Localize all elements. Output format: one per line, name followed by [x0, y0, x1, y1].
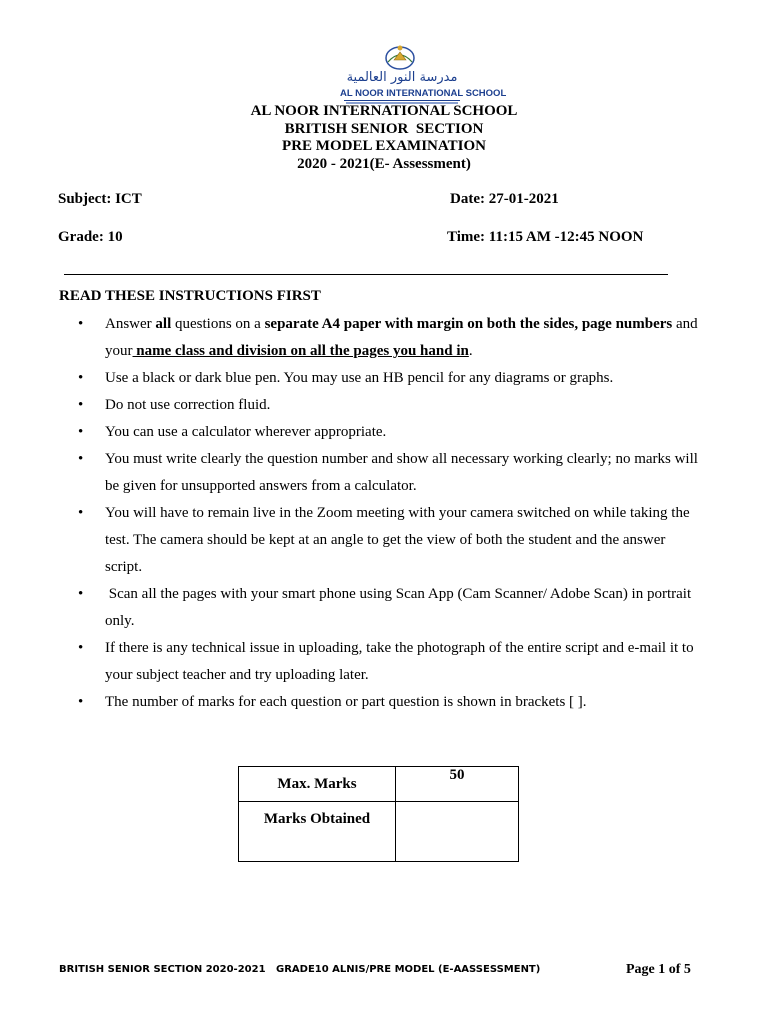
bullet-icon: •: [78, 586, 84, 602]
page-number: Page 1 of 5: [626, 962, 691, 977]
bullet-icon: •: [78, 397, 84, 413]
list-item: [59, 311, 704, 365]
logo-school-name: AL NOOR INTERNATIONAL SCHOOL: [340, 88, 507, 99]
header-divider: [64, 274, 668, 275]
instruction-emphasis: all: [155, 316, 172, 332]
instruction-emphasis: separate A4 paper with margin on both the sides, page numbers: [264, 316, 673, 332]
bullet-icon: •: [78, 370, 84, 386]
instruction-text: You must write clearly the question number and show all necessary working clearly; no marks will be given for unsupported answers from a calculator.: [105, 451, 698, 494]
grade: Grade: 10: [58, 229, 123, 245]
bullet-icon: •: [78, 505, 84, 521]
marks-table: [238, 766, 519, 862]
instruction-text: and your: [105, 316, 698, 359]
list-item: [59, 392, 704, 419]
list-item: [59, 419, 704, 446]
marks-obtained-label: Marks Obtained: [239, 802, 396, 862]
logo-rule: [344, 100, 460, 101]
school-crest-icon: [380, 42, 420, 72]
instruction-text: If there is any technical issue in uploading, take the photograph of the entire script and e-mail it to your subject teacher and try uploading later.: [105, 640, 694, 683]
instruction-text: Scan all the pages with your smart phone using Scan App (Cam Scanner/ Adobe Scan) in portrait only.: [105, 586, 695, 629]
list-item: [59, 689, 704, 716]
instruction-text: Use a black or dark blue pen. You may use an HB pencil for any diagrams or graphs.: [105, 370, 614, 386]
instruction-text: .: [468, 343, 473, 359]
max-marks-label: Max. Marks: [239, 767, 396, 802]
list-item: [59, 365, 704, 392]
instructions-list: [59, 311, 704, 716]
bullet-icon: •: [78, 316, 84, 332]
subject: Subject: ICT: [58, 191, 142, 207]
table-row: [239, 767, 519, 802]
school-logo: [340, 42, 507, 106]
list-item: [59, 635, 704, 689]
instruction-text: Do not use correction fluid.: [105, 397, 271, 413]
academic-year: 2020 - 2021(E- Assessment): [297, 155, 471, 172]
school-name: AL NOOR INTERNATIONAL SCHOOL: [250, 103, 518, 119]
footer-section: BRITISH SENIOR SECTION 2020-2021: [59, 964, 266, 975]
exam-name: PRE MODEL EXAMINATION: [282, 138, 486, 154]
document-header: [0, 103, 768, 173]
instruction-text: questions on a: [171, 316, 265, 332]
list-item: [59, 446, 704, 500]
instruction-text: You can use a calculator wherever appropriate.: [105, 424, 387, 440]
instruction-text: The number of marks for each question or part question is shown in brackets [ ].: [105, 694, 587, 710]
footer-reference: GRADE10 ALNIS/PRE MODEL (E-AASSESSMENT): [276, 964, 541, 975]
exam-date: Date: 27-01-2021: [450, 191, 559, 207]
instructions-title: READ THESE INSTRUCTIONS FIRST: [59, 288, 321, 304]
table-row: [239, 802, 519, 862]
marks-obtained-value: [396, 802, 519, 862]
logo-arabic-text: مدرسة النور العالمية: [346, 70, 458, 85]
bullet-icon: •: [78, 424, 84, 440]
instruction-emphasis-underlined: name class and division on all the pages you hand in: [132, 343, 469, 359]
list-item: [59, 581, 704, 635]
instruction-text: You will have to remain live in the Zoom meeting with your camera switched on while taking the test. The camera should be kept at an angle to get the view of both the student and the answer script.: [105, 505, 690, 575]
section-name: BRITISH SENIOR SECTION: [284, 120, 484, 137]
exam-time: Time: 11:15 AM -12:45 NOON: [447, 229, 644, 245]
max-marks-value: 50: [396, 767, 519, 802]
bullet-icon: •: [78, 640, 84, 656]
list-item: [59, 500, 704, 581]
bullet-icon: •: [78, 451, 84, 467]
instruction-text: Answer: [105, 316, 156, 332]
bullet-icon: •: [78, 694, 84, 710]
